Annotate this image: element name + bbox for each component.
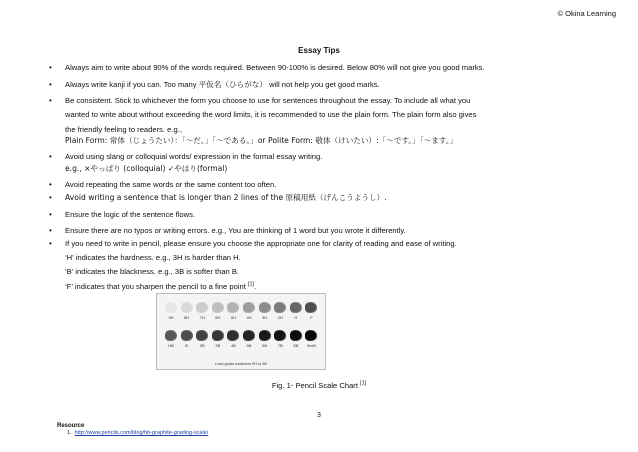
swatch-label: 5H (230, 315, 236, 320)
tip-kana: 平仮名（ひらがな） (198, 79, 267, 89)
tip-line: wanted to write about without exceeding the word limits, it is recommended to use the plain form. The plain form also gives (65, 110, 477, 120)
tip-line: • Be consistent. Stick to whichever the form you choose to use for sentences throughout the essay. To include all what you (65, 96, 471, 106)
swatch-label: HB (168, 343, 174, 348)
swatch-label: 4B (230, 343, 236, 348)
footnote-ref: [1] (360, 380, 367, 387)
figure-caption (0, 381, 638, 390)
tip-subline (65, 281, 607, 292)
swatch-label: 8H (184, 315, 190, 320)
tip-text-part: will not help you get good marks. (267, 79, 380, 89)
pencil-swatch (274, 330, 286, 341)
list-item (47, 151, 607, 173)
page-title: Essay Tips (298, 46, 340, 55)
tip-text (65, 79, 607, 90)
swatch-label: 9H (168, 315, 174, 320)
pencil-swatch (227, 330, 239, 341)
tip-text-part: Always write kanji if you can. Too many (65, 79, 199, 89)
list-item (47, 209, 607, 220)
footnote-ref: [1] (247, 281, 255, 288)
tip-subline-end: . (254, 281, 257, 291)
tip-line: • If you need to write in pencil, please ensure you choose the appropriate one for clarity of reading and ease of writing. (65, 238, 457, 248)
swatch-label: 5B (246, 343, 252, 348)
swatch-label: 3B (215, 343, 221, 348)
pencil-swatch (165, 330, 177, 341)
tip-text: • Avoid repeating the same words or the same content too often. (65, 180, 277, 190)
resource-heading: Resource (57, 423, 85, 429)
tip-text: • Ensure there are no typos or writing errors. e.g., You are thinking of 1 word but you wrote it differently. (65, 226, 406, 236)
pencil-swatch (165, 302, 177, 313)
tips-list (47, 62, 607, 297)
pencil-swatch (212, 302, 224, 313)
swatch-label: B (185, 343, 188, 348)
pencil-swatch (181, 330, 193, 341)
swatch-label: 7B (277, 343, 283, 348)
pencil-swatch (274, 302, 286, 313)
swatch-label: 8B (293, 343, 299, 348)
list-item (47, 79, 607, 90)
pencil-swatch (259, 302, 271, 313)
pencil-swatch (243, 302, 255, 313)
page-number: 3 (317, 412, 321, 419)
list-item (47, 179, 607, 190)
copyright-text: © Okina Learning (557, 9, 616, 18)
pencil-swatch (196, 330, 208, 341)
reference-item (67, 430, 208, 436)
tip-text: • Always aim to write about 90% of the words required. Between 90-100% is desired. Below 80% will not give you good marks. (65, 63, 485, 72)
reference-number: 1. (67, 430, 72, 436)
list-item (47, 62, 607, 73)
pencil-swatch (305, 330, 317, 341)
list-item (47, 238, 607, 292)
list-item (47, 225, 607, 236)
tip-line: Plain Form: 常体（じょうたい）：「～だ。」「～である。」or Polite Form: 敬体（けいたい）:「～です。」「～ます。」 (65, 135, 458, 145)
swatch-label: 6H (215, 315, 221, 320)
swatch-label: 2H (277, 315, 283, 320)
pencil-scale-chart (156, 293, 326, 370)
tip-subline-text: ‘F’ indicates that you sharpen the pencil to a fine point (65, 281, 246, 291)
swatch-label: 9xxB (306, 343, 316, 348)
figure-caption-text: Fig. 1- Pencil Scale Chart (271, 381, 361, 390)
pencil-swatch (259, 330, 271, 341)
tip-line: • Avoid using slang or colloquial words/ expression in the formal essay writing. (65, 152, 323, 162)
tip-text: • Avoid writing a sentence that is longer than 2 lines of the 原稿用紙（げんこうようし）. (65, 192, 387, 202)
swatch-label: 7H (199, 315, 205, 320)
pencil-swatch (181, 302, 193, 313)
list-item (47, 192, 607, 203)
swatch-label: 4H (246, 315, 252, 320)
swatch-label: 2B (199, 343, 205, 348)
tip-subline: ‘B’ indicates the blackness. e.g., 3B is softer than B. (65, 267, 240, 277)
pencil-swatch (290, 302, 302, 313)
swatch-label: H (294, 315, 298, 320)
tip-subline: ‘H’ indicates the hardness. e.g., 3H is harder than H. (65, 253, 241, 263)
swatch-label: 6B (262, 343, 268, 348)
tip-text: • Ensure the logic of the sentence flows. (65, 209, 196, 219)
reference-link[interactable]: http://www.pencils.com/blog/hb-graphite-grading-scale/ (74, 430, 209, 436)
swatch-label: 3H (262, 315, 268, 320)
list-item (47, 95, 607, 146)
swatch-label: F (310, 315, 313, 320)
pencil-swatch (290, 330, 302, 341)
pencil-swatch (305, 302, 317, 313)
tip-line: the friendly feeling to readers. e.g., (65, 124, 182, 134)
pencil-swatch (196, 302, 208, 313)
pencil-swatch (227, 302, 239, 313)
chart-subcaption: Lead grade swatches 9H to 9B (215, 362, 267, 366)
pencil-swatch (212, 330, 224, 341)
tip-line: e.g., ×やっぱり (colloquial) ✓やはり(formal) (65, 163, 228, 173)
pencil-swatch (243, 330, 255, 341)
